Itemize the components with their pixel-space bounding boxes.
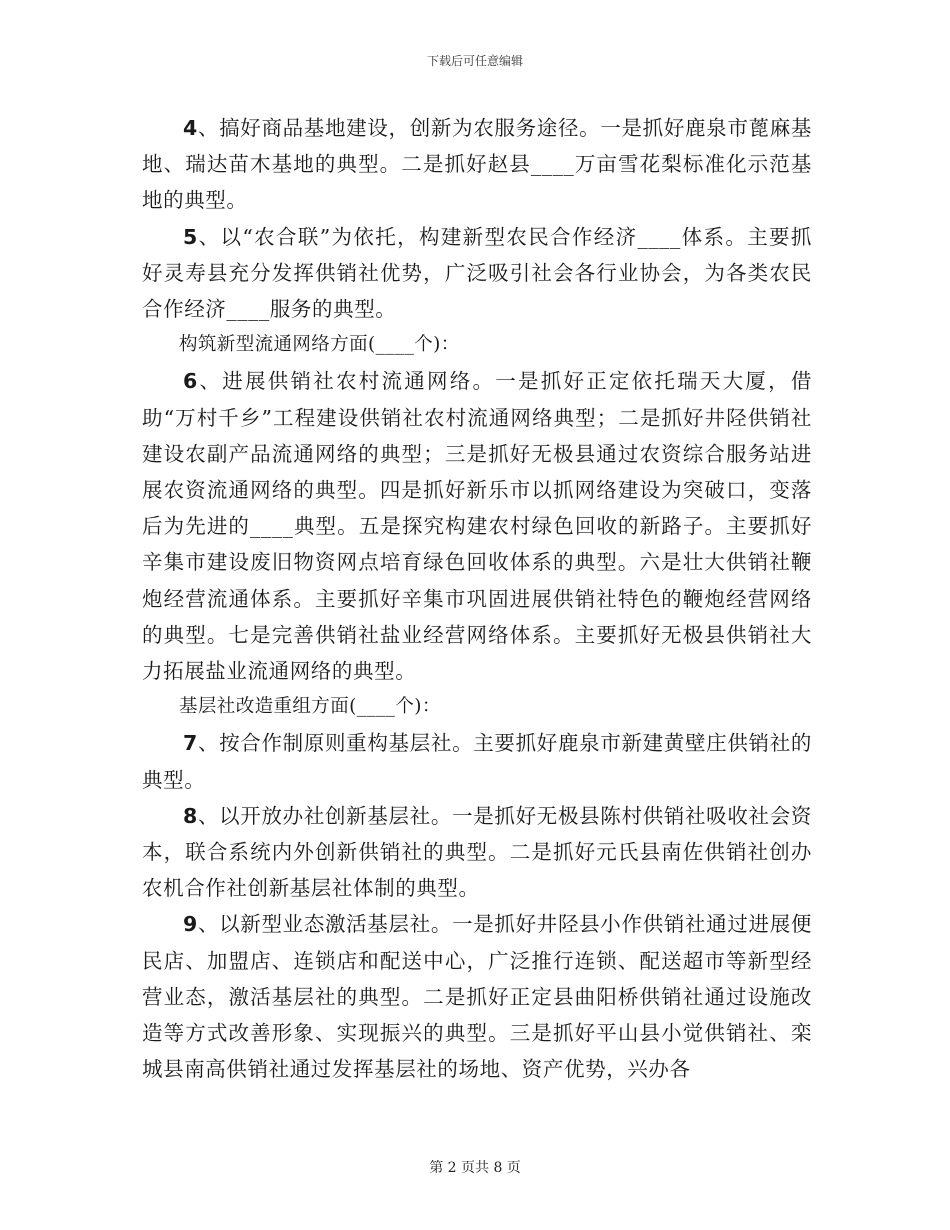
paragraph-text: 、以“农合联”为依托，构建新型农民合作经济____体系。主要抓好灵寿县充分发挥供销社优势，广泛吸引社会各行业协会，为各类农民合作经济____服务的典型。 [142, 224, 812, 322]
paragraph-8 [142, 798, 812, 907]
paragraph-9 [142, 906, 812, 1087]
paragraph-text: 、进展供销社农村流通网络。一是抓好正定依托瑞天大厦，借助“万村千乡”工程建设供销社农村流通网络典型；二是抓好井陉供销社建设农副产品流通网络的典型；三是抓好无极县通过农资综合服务站进展农资流通网络的典型。四是抓好新乐市以抓网络建设为突破口，变落后为先进的____典型。五是探究构建农村绿色回收的新路子。主要抓好辛集市建设废旧物资网点培育绿色回收体系的典型。六是壮大供销社鞭炮经营流通体系。主要抓好辛集市巩固进展供销社特色的鞭炮经营网络的典型。七是完善供销社盐业经营网络体系。主要抓好无极县供销社大力拓展盐业流通网络的典型。 [142, 369, 812, 684]
page-footer: 第 2 页共 8 页 [429, 1160, 521, 1176]
paragraph-7 [142, 725, 812, 797]
paragraph-6 [142, 363, 812, 689]
section-heading-text: 构筑新型流通网络方面(____个)： [179, 334, 460, 356]
item-number: 8 [183, 803, 198, 828]
item-number: 7 [183, 731, 198, 756]
paragraph-4 [142, 110, 812, 219]
section-heading-distribution-network [142, 327, 812, 363]
item-number: 6 [183, 369, 198, 394]
paragraph-text: 、搞好商品基地建设，创新为农服务途径。一是抓好鹿泉市蓖麻基地、瑞达苗木基地的典型。二是抓好赵县____万亩雪花梨标准化示范基地的典型。 [142, 116, 812, 213]
item-number: 5 [183, 224, 198, 249]
document-body [142, 110, 812, 1087]
section-heading-grassroots-reform [142, 689, 812, 725]
paragraph-5 [142, 219, 812, 328]
paragraph-text: 、以新型业态激活基层社。一是抓好井陉县小作供销社通过进展便民店、加盟店、连锁店和配送中心，广泛推行连锁、配送超市等新型经营业态，激活基层社的典型。二是抓好正定县曲阳桥供销社通过设施改造等方式改善形象、实现振兴的典型。三是抓好平山县小觉供销社、栾城县南高供销社通过发挥基层社的场地、资产优势，兴办各 [142, 912, 812, 1082]
item-number: 4 [183, 116, 198, 140]
paragraph-text: 、以开放办社创新基层社。一是抓好无极县陈村供销社吸收社会资本，联合系统内外创新供销社的典型。二是抓好元氏县南佐供销社创办农机合作社创新基层社体制的典型。 [142, 803, 812, 901]
page-header: 下载后可任意编辑 [426, 54, 523, 68]
paragraph-text: 、按合作制原则重构基层社。主要抓好鹿泉市新建黄壁庄供销社的典型。 [142, 731, 812, 792]
item-number: 9 [183, 912, 198, 937]
section-heading-text: 基层社改造重组方面(____个)： [179, 696, 441, 718]
